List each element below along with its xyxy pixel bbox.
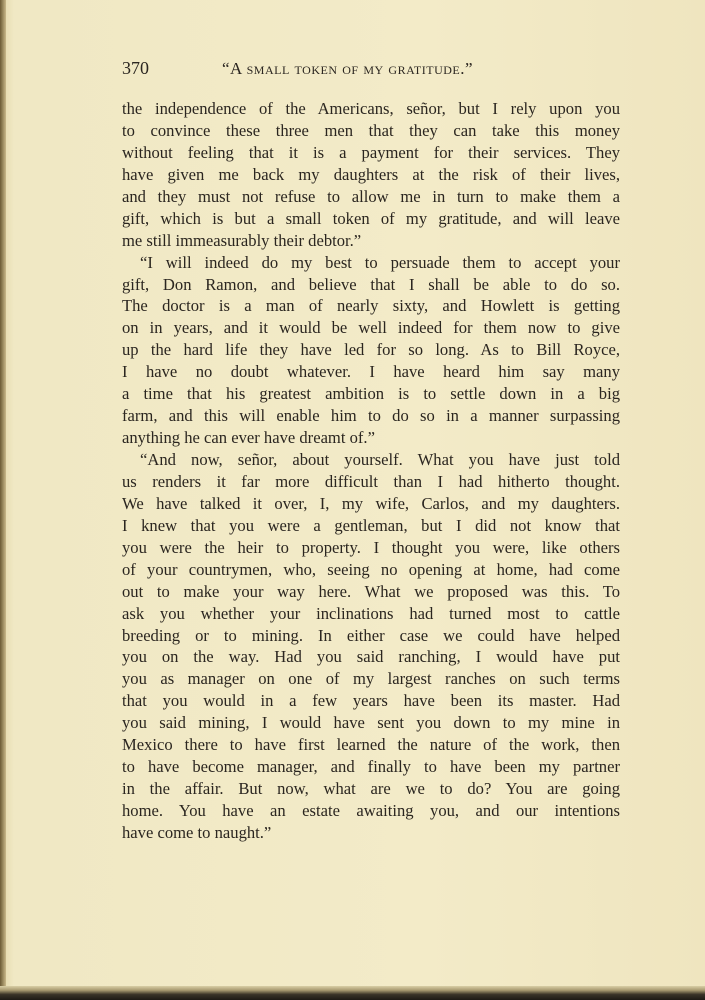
text-line: to convince these three men that they can take this money [122, 120, 620, 140]
body-text [122, 98, 620, 844]
text-line: home. You have an estate awaiting you, and our intentions [122, 801, 620, 820]
page-bottom-edge [0, 986, 705, 1000]
text-line: you were the heir to property. I thought you were, like others [122, 537, 620, 557]
text-line: Mexico there to have first learned the nature of the work, then [122, 735, 620, 755]
text-line: on in years, and it would be well indeed for them now to give [122, 318, 620, 338]
text-line: up the hard life they have led for so long. As to Bill Royce, [122, 340, 620, 360]
running-title: “A small token of my gratitude.” [222, 59, 474, 78]
text-line: The doctor is a man of nearly sixty, and Howlett is getting [122, 296, 620, 316]
text-line: farm, and this will enable him to do so in a manner surpassing [122, 406, 620, 426]
text-line: ask you whether your inclinations had turned most to cattle [122, 603, 620, 623]
text-line: that you would in a few years have been its master. Had [122, 691, 620, 711]
text-line: you said mining, I would have sent you down to my mine in [122, 713, 620, 733]
page-number: 370 [122, 58, 149, 78]
text-line: us renders it far more difficult than I had hitherto thought. [122, 471, 620, 491]
text-line: “I will indeed do my best to persuade them to accept your [140, 252, 620, 272]
text-line: I knew that you were a gentleman, but I did not know that [122, 515, 620, 535]
text-line: gift, Don Ramon, and believe that I shall be able to do so. [122, 274, 620, 294]
text-line: and they must not refuse to allow me in turn to make them a [122, 186, 620, 206]
text-line: a time that his greatest ambition is to settle down in a big [122, 384, 620, 404]
text-line: I have no doubt whatever. I have heard him say many [122, 362, 620, 382]
text-line: without feeling that it is a payment for their services. They [122, 142, 620, 162]
text-line: breeding or to mining. In either case we could have helped [122, 625, 620, 645]
text-line: in the affair. But now, what are we to do? You are going [122, 779, 620, 799]
text-line: you on the way. Had you said ranching, I would have put [122, 647, 620, 667]
page-header [122, 58, 622, 82]
text-line: out to make your way here. What we proposed was this. To [122, 581, 620, 601]
text-line: the independence of the Americans, señor, but I rely upon you [122, 99, 620, 118]
text-line: We have talked it over, I, my wife, Carlos, and my daughters. [122, 493, 620, 513]
text-line: you as manager on one of my largest ranches on such terms [122, 669, 620, 689]
text-line: anything he can ever have dreamt of.” [122, 428, 375, 448]
text-line: of your countrymen, who, seeing no opening at home, had come [122, 559, 620, 579]
page-spine-edge [0, 0, 6, 1000]
text-line: “And now, señor, about yourself. What you have just told [140, 450, 620, 469]
text-line: to have become manager, and finally to have been my partner [122, 757, 620, 777]
text-line: gift, which is but a small token of my gratitude, and will leave [122, 208, 620, 228]
text-line: me still immeasurably their debtor.” [122, 230, 362, 250]
text-line: have come to naught.” [122, 822, 272, 842]
text-line: have given me back my daughters at the risk of their lives, [122, 164, 620, 184]
